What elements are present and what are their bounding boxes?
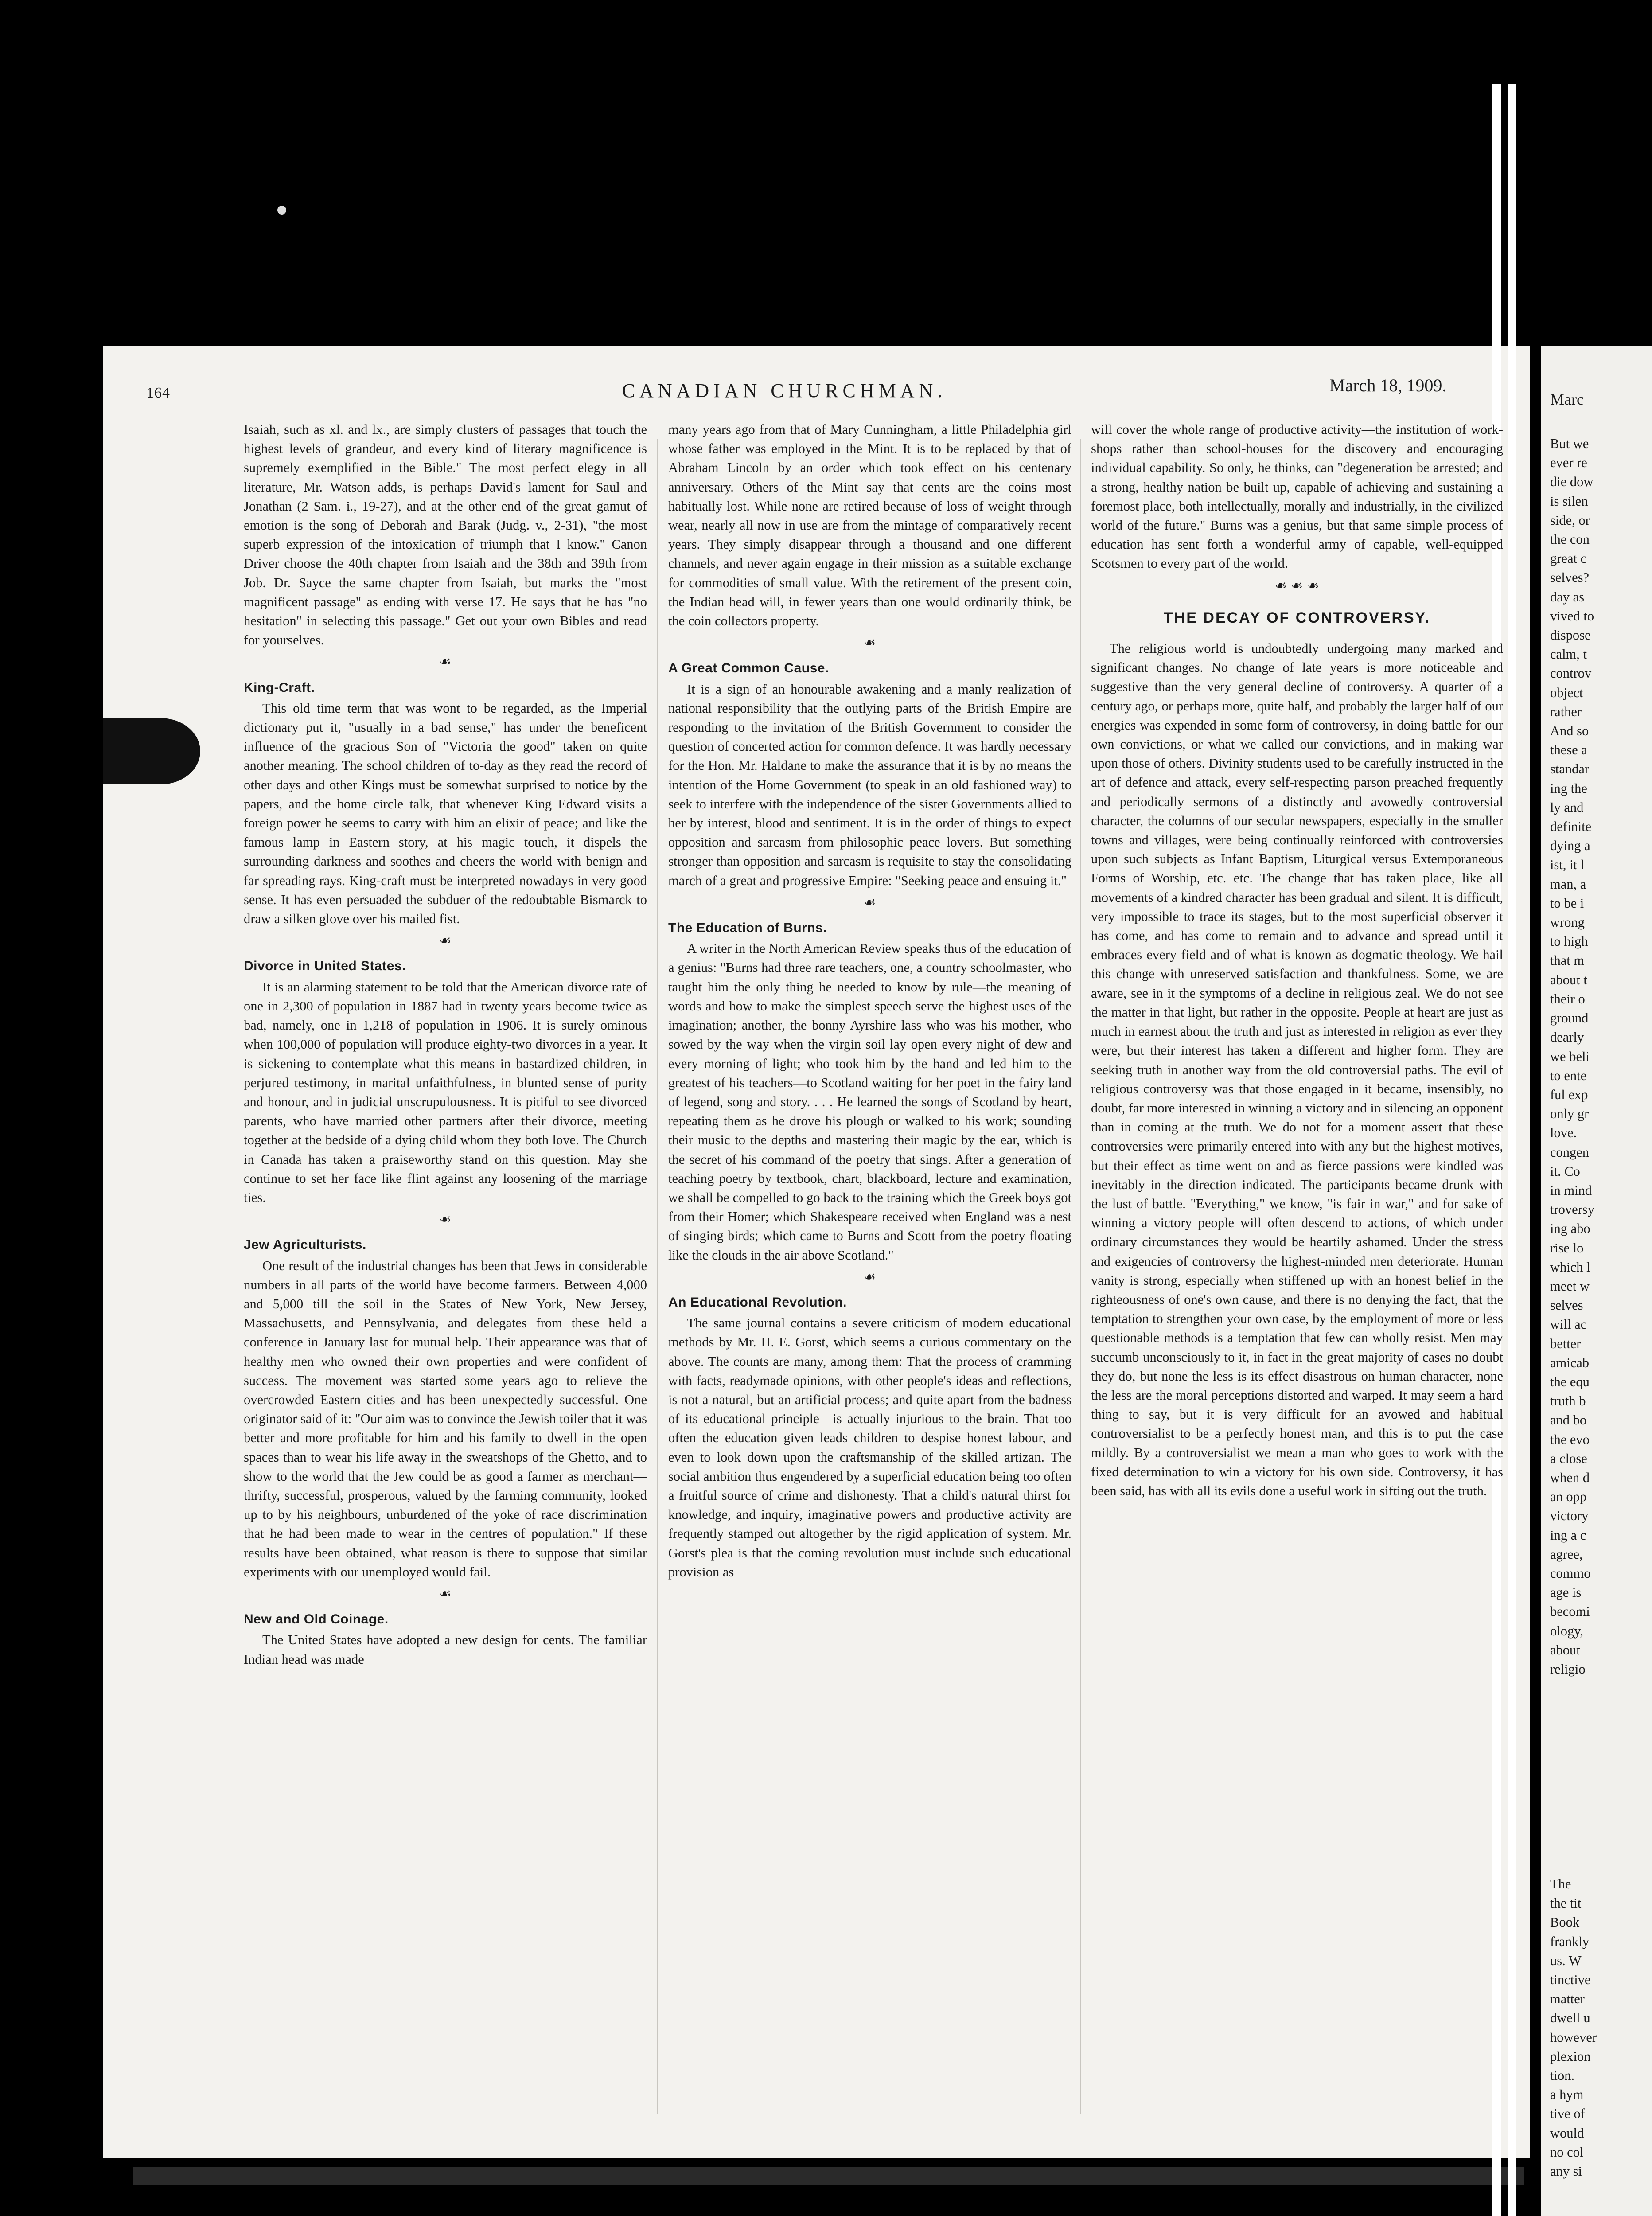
next-page-line: die dow	[1550, 474, 1594, 490]
next-page-line: calm, t	[1550, 647, 1587, 662]
next-page-line: about	[1550, 1642, 1580, 1658]
heading-coinage: New and Old Coinage.	[244, 1612, 389, 1627]
next-page-line: And so	[1550, 723, 1589, 739]
next-page-line: plexion	[1550, 2048, 1591, 2064]
ornament-icon: ☙	[439, 1586, 452, 1602]
pen-shadow	[103, 718, 200, 784]
article-divorce: It is an alarming statement to be told that the American divorce rate of one in 2,300 of population in 1887 had in twenty years become twice as bad, namely, one in 1,218 of population in 1906. It is surely ominous when 100,000 of population will produce eighty-two divorces in a year. It is sickening to contemplate what this means in bastardized children, in perjured testimony, in marital unfaithfulness, in blunted sense of purity and honour, and in judicial unscrupulousness. It is pitiful to see divorced parents, who have married other partners after their divorce, meeting together at the bedside of a dying child whom they both love. The Church in Canada has taken a praiseworthy stand on this question. May she continue to set her face like flint against any loosening of the marriage ties.	[244, 979, 647, 1205]
next-page-line: no col	[1550, 2144, 1584, 2160]
column-1	[244, 420, 647, 2140]
ornament-icon: ☙	[439, 933, 452, 949]
next-page-line: ly and	[1550, 800, 1584, 815]
next-page-line: The	[1550, 1877, 1571, 1892]
next-page-line: man, a	[1550, 876, 1586, 892]
next-page-line: in mind	[1550, 1182, 1592, 1198]
ornament-icon	[1091, 576, 1503, 595]
next-page-line: definite	[1550, 819, 1592, 835]
next-page-line: ology,	[1550, 1623, 1584, 1639]
next-page-line: amicab	[1550, 1355, 1590, 1370]
heading-jew-agriculturists: Jew Agriculturists.	[244, 1237, 366, 1252]
next-page-line: vived to	[1550, 608, 1594, 624]
next-page-line: dearly	[1550, 1030, 1584, 1045]
next-page-line: dying a	[1550, 838, 1590, 854]
next-page-line: agree,	[1550, 1546, 1583, 1562]
next-page-line: age is	[1550, 1585, 1582, 1600]
next-page-line: it. Co	[1550, 1163, 1580, 1179]
next-page-line: ing abo	[1550, 1221, 1590, 1237]
heading-educational-revolution: An Educational Revolution.	[668, 1295, 847, 1310]
publication-title: CANADIAN CHURCHMAN.	[622, 380, 947, 402]
next-page-line: great c	[1550, 551, 1587, 566]
next-page-line: when d	[1550, 1470, 1590, 1485]
column-rule	[1080, 439, 1081, 2114]
next-page-line: rather	[1550, 704, 1582, 719]
next-page-line: dispose	[1550, 628, 1591, 643]
heading-divorce: Divorce in United States.	[244, 959, 406, 974]
next-page-line: tinctive	[1550, 1972, 1591, 1988]
next-page-line: dwell u	[1550, 2010, 1590, 2026]
next-page-line: standar	[1550, 761, 1590, 777]
next-page-line: love.	[1550, 1125, 1577, 1141]
next-page-line: about t	[1550, 972, 1587, 987]
next-page-line: selves?	[1550, 570, 1590, 585]
next-page-line: religio	[1550, 1662, 1586, 1677]
next-page-line: wrong	[1550, 915, 1585, 930]
ornament-icon: ☙	[439, 1212, 452, 1228]
next-page-line: the evo	[1550, 1432, 1590, 1447]
heading-education-burns: The Education of Burns.	[668, 921, 827, 936]
next-page-line: meet w	[1550, 1278, 1590, 1294]
next-page-line: truth b	[1550, 1393, 1586, 1409]
column-3	[1091, 420, 1503, 2140]
heading-king-craft: King-Craft.	[244, 680, 315, 695]
next-page-line: an opp	[1550, 1489, 1587, 1505]
next-page-line: ing the	[1550, 780, 1587, 796]
next-page-line: victory	[1550, 1508, 1589, 1524]
next-page-line: us. W	[1550, 1953, 1582, 1968]
next-page-line: that m	[1550, 953, 1585, 968]
next-page-line: ist, it l	[1550, 857, 1585, 873]
article-intro: Isaiah, such as xl. and lx., are simply clusters of passages that touch the highest levels of grandeur, and every kind of literary magnificence is supremely exemplified in the Bible." The most perfect elegy in all literature, Mr. Watson adds, is perhaps David's lament for Saul and Jonathan (2 Sam. i., 19-27), and at the other end of the great gamut of emotion is the song of Deborah and Barak (Judg. v., 2-31), "the most superb expression of the intoxication of triumph that I know." Canon Driver choose the 40th chapter from Isaiah and the 38th and 39th from Job. Dr. Sayce the same chapter from Isaiah, but marks the "most magnificent passage" as ending with verse 17. He says that he has "no hesitation" in selecting this passage." Get out your own Bibles and read for yourselves.	[244, 422, 647, 648]
binding-bar	[1508, 84, 1516, 2216]
next-page-line: ing a c	[1550, 1527, 1586, 1543]
next-page-line: But we	[1550, 436, 1589, 451]
next-page-line: a close	[1550, 1451, 1587, 1466]
next-page-line: object	[1550, 685, 1583, 700]
next-page-header: Marc	[1550, 390, 1584, 408]
next-page-line: frankly	[1550, 1934, 1590, 1949]
next-page-text-2	[1550, 1875, 1652, 2181]
article-king-craft: This old time term that was wont to be regarded, as the Imperial dictionary put it, "usually in a bad sense," has under the beneficent influence of the gracious Son of "Victoria the good" taken on quite another meaning. The school children of to-day as they read the record of other days and other Kings must be somewhat surprised to notice by the papers, and the home circle talk, that whenever King Edward visits a foreign power he seems to carry with him an elixir of peace; and like the famous lamp in Eastern story, at his magic touch, it dispels the surrounding darkness and soothes and cheers the world with benign and far spreading rays. King-craft must be interpreted nowadays in very good sense. It has even persuaded the subduer of the redoubtable Bismarck to draw a silken glove over his mailed fist.	[244, 700, 647, 927]
column-rule	[657, 439, 658, 2114]
next-page-line: troversy	[1550, 1202, 1594, 1217]
next-page-line: which l	[1550, 1259, 1590, 1275]
next-page-line: selves	[1550, 1298, 1583, 1313]
ornament-icon: ☙	[864, 894, 876, 910]
next-page-text	[1550, 434, 1652, 1679]
page-number: 164	[146, 385, 170, 401]
next-page-line: congen	[1550, 1144, 1590, 1160]
heading-decay-of-controversy: THE DECAY OF CONTROVERSY.	[1163, 609, 1431, 626]
next-page-line: the tit	[1550, 1896, 1582, 1911]
next-page-line: to high	[1550, 934, 1588, 949]
next-page-line: any si	[1550, 2164, 1582, 2179]
next-page-line: the con	[1550, 532, 1590, 547]
next-page-line: we beli	[1550, 1049, 1590, 1064]
heading-common-cause: A Great Common Cause.	[668, 661, 829, 676]
next-page-line: and bo	[1550, 1412, 1587, 1428]
next-page-line: ground	[1550, 1010, 1589, 1026]
next-page-line: ever re	[1550, 455, 1587, 471]
next-page-line: controv	[1550, 666, 1592, 681]
ornament-glyph: ☙	[1291, 577, 1303, 593]
ornament-glyph: ☙	[1275, 577, 1287, 593]
next-page-line: matter	[1550, 1991, 1585, 2007]
article-decay-of-controversy: The religious world is undoubtedly undergoing many marked and significant changes. No change of late years is more noticeable and suggestive than the very general decline of controversy. A quarter of a century ago, or perhaps more, quite half, and probably the larger half of our energies was expended in some form of controversy, in doing battle for our own convictions, or what we called our convictions, and in making war upon those of others. Divinity students used to be carefully instructed in the art of defence and attack, every self-respecting parson preached frequently and periodically sermons of a distinctly and avowedly controversial character, the columns of our secular newspapers, especially in the smaller towns and villages, were being continually reinforced with controversies upon such subjects as Infant Baptism, Liturgical versus Extemporaneous Forms of Worship, etc. etc. The change that has taken place, like all movements of a kindred character has been gradual and silent. It is difficult, very impossible to trace its stages, but to the most superficial observer it has come, and has come to remain and to advance and spread until it embraces every field and of what is known as dogmatic theology. We hail this change with unreserved satisfaction and thankfulness. Some, we are aware, see in it the symptoms of a decline in religious zeal. We do not see the matter in that light, but rather in the opposite. People at heart are just as much in earnest about the truth and just as interested in religion as ever they were, but their interest has taken a different and higher form. They are seeking truth in another way from the old controversial paths. The evil of religious controversy was that those engaged in it became, insensibly, no doubt, far more interested in winning a victory and in silencing an opponent than in coming at the truth. We do not for a moment assert that these controversies were primarily entered into with any but the highest motives, but their effect as time went on and as fierce passions were kindled was inevitably in the direction indicated. The participants became drunk with the lust of battle. "Everything," we know, "is fair in war," and for sake of winning a victory people will often descend to actions, of which under ordinary circumstances they would be heartily ashamed. Under the stress and exigencies of controversy the highest-minded men deteriorate. Human vanity is strong, especially when stiffened up with an honest belief in the righteousness of one's own cause, and there is no denying the fact, that the temptation to strengthen your own case, by the employment of more or less questionable methods is a temptation that few can wholly resist. Men may succumb unconsciously to it, in fact in the great majority of cases no doubt they do, but none the less is its effect disastrous on human character, none the less are the moral perceptions distorted and warped. It may seem a hard thing to say, but it is very difficult for an avowed and habitual controversialist to be a perfectly honest man, and this is to put the case mildly. By a controversialist we mean a man who goes to work with the fixed determination to win a victory for his own side. Controversy, it has been said, has with all its evils done a useful work in sifting out the truth.	[1091, 641, 1503, 1498]
next-page-line: is silen	[1550, 493, 1588, 509]
article-jew-agriculturists: One result of the industrial changes has been that Jews in considerable numbers in all parts of the world have become farmers. Between 4,000 and 5,000 till the soil in the States of New York, New Jersey, Massachusetts, and Pennsylvania, and delegates from these held a conference in January last for mutual help. Their appearance was that of healthy men who owned their own properties and were confident of success. The movement was started some years ago to relieve the overcrowded Eastern cities and has been unexpectedly successful. One originator said of it: "Our aim was to convince the Jewish toiler that it was better and more profitable for him and his family to dwell in the open spaces than to wear his life away in the sweatshops of the Ghetto, and to show to the world that the Jew could be as good a farmer as merchant—thrifty, successful, prosperous, valued by the farming community, looked up to by his neighbours, unburdened of the yoke of race discrimination that he had been made to wear in the centres of population." If these results have been obtained, what reason is there to suppose that similar experiments with our unemployed would fail.	[244, 1258, 647, 1580]
ornament-icon: ☙	[864, 1269, 876, 1285]
next-page-line: these a	[1550, 742, 1587, 758]
article-educational-revolution: The same journal contains a severe criticism of modern educational methods by Mr. H. E. Gorst, which seems a curious commentary on the above. The counts are many, among them: That the process of cramming with facts, readymade opinions, with other people's ideas and reflections, is not a natural, but an artificial process; and quite apart from the badness of its educational principle—is actually injurious to the brain. That too often the education given leads children to despise honest labour, and even to look down upon the craftsmanship of the skilled artizan. The social ambition thus engendered by a superficial education being too often a fruitful source of crime and dishonesty. That a child's natural thirst for knowledge, and inquiry, imaginative powers and productive activity are frequently stamped out altogether by the rigid application of system. Mr. Gorst's plea is that the coming revolution must include such educational provision as	[668, 1315, 1071, 1580]
next-page-line: side, or	[1550, 512, 1590, 528]
next-page-line: better	[1550, 1336, 1581, 1351]
next-page-fragment	[1541, 346, 1652, 2216]
next-page-line: a hym	[1550, 2087, 1584, 2103]
next-page-line: commo	[1550, 1565, 1591, 1581]
next-page-line: their o	[1550, 991, 1585, 1007]
ornament-icon: ☙	[439, 654, 452, 670]
next-page-line: tion.	[1550, 2068, 1575, 2083]
next-page-line: to be i	[1550, 895, 1584, 911]
issue-date: March 18, 1909.	[1329, 375, 1447, 395]
ornament-glyph: ☙	[1307, 577, 1319, 593]
article-common-cause: It is a sign of an honourable awakening and a manly realization of national responsibility that the outlying parts of the British Empire are responding to the invitation of the British Government to consider the question of concerted action for common defence. It was hardly necessary for the Hon. Mr. Haldane to make the assurance that it is by no means the intention of the Home Government (to speak in an old fashioned way) to seek to interfere with the independence of the sister Governments allied to her by interest, blood and sentiment. It is in the order of things to expect opposition and sarcasm from philosophic peace lovers. But something stronger than opposition and sarcasm is requisite to stay the consolidating march of a great and progressive Empire: "Seeking peace and ensuing it."	[668, 681, 1071, 888]
article-coinage-continued: many years ago from that of Mary Cunningham, a little Philadelphia girl whose father was employed in the Mint. It is to be replaced by that of Abraham Lincoln by an order which took effect on his centenary anniversary. Others of the Mint say that cents are the coins most habitually lost. While none are retired because of loss of weight through wear, nearly all now in use are from the mintage of comparatively recent years. They simply disappear through a thousand and one different channels, and never again engage in their mission as a suitable exchange for commodities of small value. With the retirement of the present coin, the Indian head will, in fewer years than one would ordinarily think, be the coin collectors property.	[668, 422, 1071, 629]
next-page-line: only gr	[1550, 1106, 1589, 1122]
next-page-line: will ac	[1550, 1317, 1587, 1332]
next-page-line: would	[1550, 2125, 1584, 2141]
next-page-line: Book	[1550, 1915, 1580, 1930]
next-page-line: rise lo	[1550, 1240, 1584, 1256]
dust-speck	[277, 206, 286, 215]
article-education-burns: A writer in the North American Review speaks thus of the education of a genius: "Burns had three rare teachers, one, a country schoolmaster, who taught him the only thing he needed to know by rule—the meaning of words and how to make the simplest speech serve the highest uses of the imagination; another, the bonny Ayrshire lass who was his mother, who sowed by the way when the virgin soil lay open every night of dew and every morning of light; who took him by the hand and led him to the greatest of his teachers—to Scotland waiting for her poet in the fairy land of legend, song and story. . . . He learned the songs of Scotland by heart, repeating them as he drove his plough or walked to his work; sounding their music to the depths and mastering their magic by the ear, which is the secret of his command of the poetry that sings. After a generation of teaching poetry by textbook, chart, blackboard, lecture and examination, we shall be compelled to go back to the training which the Greek boys got from their Homer; which Shakespeare received when England was a nest of singing birds; which came to Burns and Scott from the poetry floating like the clouds in the air above Scotland."	[668, 941, 1071, 1263]
column-2	[668, 420, 1071, 2140]
article-revolution-continued: will cover the whole range of productive activity—the institution of work-shops rather than school-houses for the discovery and encouraging individual capability. So only, he thinks, can "degeneration be arrested; and a strong, healthy nation be built up, capable of achieving and sustaining a foremost place, both intellectually, morally and industrially, in the civilized world of the future." Burns was a genius, but that same simple process of education has sent forth a wonderful army of capable, well-equipped Scotsmen to every part of the world.	[1091, 422, 1503, 571]
next-page-line: to ente	[1550, 1068, 1587, 1083]
next-page-line: however	[1550, 2029, 1597, 2045]
next-page-line: ful exp	[1550, 1087, 1588, 1102]
article-coinage: The United States have adopted a new design for cents. The familiar Indian head was made	[244, 1632, 647, 1667]
next-page-line: tive of	[1550, 2106, 1585, 2122]
next-page-line: the equ	[1550, 1374, 1590, 1389]
ornament-icon: ☙	[864, 635, 876, 651]
next-page-line: day as	[1550, 589, 1585, 605]
page-shadow	[133, 2167, 1524, 2185]
next-page-line: becomi	[1550, 1604, 1590, 1619]
